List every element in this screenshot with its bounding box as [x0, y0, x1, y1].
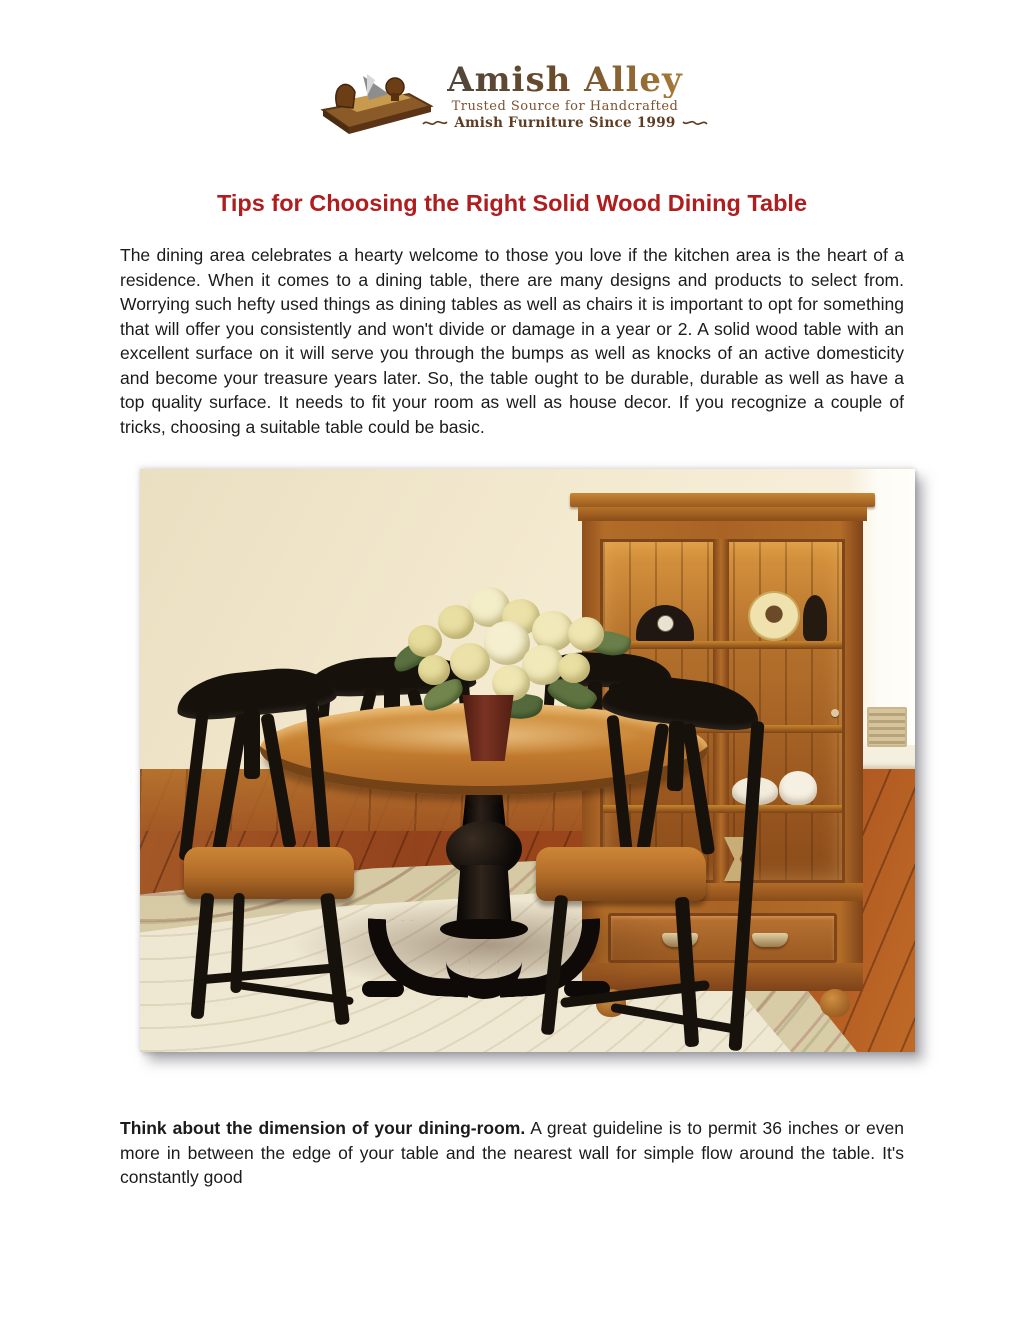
- chair-splat-curve: [608, 682, 627, 723]
- hutch-mid-rail: [582, 883, 863, 901]
- chair-splat-curve: [260, 713, 296, 849]
- logo-subtagline: Amish Furniture Since 1999: [454, 114, 676, 131]
- photo-area-rug: [140, 469, 915, 1052]
- hutch-tureen-knob: [686, 685, 696, 695]
- logo-tagline: Trusted Source for Handcrafted: [451, 98, 679, 114]
- tip-paragraph: [120, 1116, 904, 1190]
- chair-splat: [244, 709, 260, 779]
- hutch-drawer: [608, 913, 837, 963]
- flower: [502, 599, 540, 635]
- table-foot-pad-left: [362, 981, 404, 997]
- dining-room-photo: [140, 469, 915, 1052]
- leaf: [494, 689, 544, 723]
- chair-leg: [191, 893, 215, 1020]
- photo-heat-vent: [867, 707, 907, 747]
- hutch-hourglass: [724, 837, 750, 881]
- photo-hardwood-floor-back: [140, 769, 660, 831]
- chair-back-post: [542, 677, 556, 732]
- chair-splat-curve: [355, 688, 377, 734]
- flower: [492, 665, 530, 701]
- chair-back-post: [654, 675, 668, 730]
- chair-splat: [588, 681, 602, 723]
- table-top-sheen: [316, 715, 646, 757]
- hutch-drawer-pull-right: [752, 933, 788, 947]
- leaf: [419, 677, 466, 713]
- flower: [522, 645, 564, 685]
- chair-leg: [541, 895, 569, 1036]
- page-title: Tips for Choosing the Right Solid Wood Dining Table: [216, 190, 808, 216]
- logo-text: [422, 59, 707, 131]
- leaf: [389, 638, 434, 674]
- intro-paragraph: The dining area celebrates a hearty welcome to those you love if the kitchen area is the heart of a residence. When it comes to a dining table, there are many designs and products to select from. Worrying such hefty used things as dining tables as well as chairs it is important to opt for something that will offer you consistently and won't divide or damage in a year or 2. A solid wood table with an excellent surface on it will serve you through the bumps as well as knocks of an active domesticity and become your treasure years later. So, the table ought to be durable, durable as well as have a top quality surface. It needs to fit your room as well as house decor. If you recognize a couple of tricks, choosing a suitable table could be basic.: [120, 245, 904, 437]
- hutch-door-knob-right: [831, 709, 839, 717]
- hutch-teapot-2: [779, 771, 817, 805]
- table-pedestal-neck: [462, 779, 506, 831]
- chair-back-post: [457, 679, 473, 738]
- logo-flourish-left-icon: [422, 118, 448, 128]
- chair-splat: [667, 721, 685, 792]
- hutch-center-stile: [713, 539, 729, 883]
- photo-china-hutch: [582, 493, 863, 1019]
- leaf: [545, 670, 599, 717]
- photo-wall: [140, 469, 915, 1052]
- hutch-shelf-3: [603, 805, 842, 813]
- chair-splat: [384, 687, 400, 733]
- leaf: [583, 625, 632, 661]
- hutch-decorative-plate: [748, 591, 800, 641]
- chair-top-rail: [174, 663, 338, 723]
- flower: [484, 621, 530, 665]
- chair-back-post: [305, 701, 330, 853]
- chair-splat-curve: [407, 688, 429, 734]
- hutch-crown-step: [578, 507, 867, 521]
- logo-name: Amish Alley: [447, 59, 683, 100]
- hutch-tureen: [664, 693, 718, 725]
- hutch-clock-face: [657, 615, 674, 632]
- logo: [0, 48, 1024, 144]
- table-curved-leg-left: [364, 918, 472, 997]
- logo-subrow: [422, 115, 707, 131]
- chair-back-post: [315, 683, 331, 744]
- logo-flourish-right-icon: [682, 118, 708, 128]
- table-curved-leg-front: [446, 943, 522, 999]
- chair-stretcher: [610, 1003, 740, 1034]
- table-curved-leg-right: [496, 918, 604, 997]
- flower: [468, 587, 510, 627]
- photo-hardwood-floor: [140, 769, 915, 1052]
- hutch-drawer-pull-left: [662, 933, 698, 947]
- hutch-foot-right: [820, 989, 850, 1017]
- hutch-teapot: [732, 777, 778, 805]
- hutch-mantel-clock: [636, 605, 694, 641]
- tip-paragraph-bold: Think about the dimension of your dining-room.: [120, 1118, 526, 1138]
- chair-seat: [184, 847, 354, 899]
- chair-top-rail: [600, 670, 762, 735]
- chair-leg: [320, 893, 350, 1026]
- photo-baseboard-right: [836, 745, 915, 773]
- flower: [568, 617, 604, 651]
- table-pedestal-bulge: [446, 821, 522, 877]
- hutch-blue-vase: [632, 689, 654, 725]
- chair-top-rail: [535, 651, 672, 690]
- chair-splat-curve: [636, 723, 670, 857]
- chair-leg: [230, 893, 244, 993]
- chair-splat-curve: [212, 713, 249, 853]
- hutch-shelf-1: [603, 641, 842, 649]
- chair-leg: [675, 897, 699, 1048]
- hutch-body: [582, 521, 863, 991]
- chair-back-post: [606, 715, 633, 861]
- tip-paragraph-rest: A great guideline is to permit 36 inches or even more in between the edge of your table and the nearest wall for simple flow around the table. It's constantly good: [120, 1118, 904, 1188]
- flower-vase: [456, 695, 520, 761]
- hutch-base-rail: [582, 963, 863, 991]
- hutch-glass-doors: [600, 539, 845, 883]
- hutch-figurine: [803, 595, 827, 641]
- table-foot-pad-right: [564, 981, 610, 997]
- flower: [532, 611, 574, 651]
- table-top: [260, 703, 708, 795]
- photo-baseboard-left: [140, 797, 184, 821]
- logo-plane-icon: [316, 54, 438, 138]
- hutch-shelf-2: [603, 725, 842, 733]
- chair-seat: [536, 847, 706, 901]
- table-shadow: [290, 899, 690, 991]
- flower: [418, 655, 450, 685]
- chair-stretcher: [560, 980, 710, 1008]
- photo-area-rug-field: [140, 469, 915, 1052]
- chair-stretcher: [234, 981, 354, 1006]
- photo-window-light: [849, 469, 915, 779]
- hutch-door-knob-left: [606, 709, 614, 717]
- hutch-crown-molding: [570, 493, 875, 507]
- chair-top-rail: [307, 654, 476, 698]
- hutch-dark-bowl: [642, 863, 698, 881]
- flower: [558, 653, 590, 683]
- table-pedestal-column: [456, 865, 512, 929]
- chair-splat-curve: [682, 723, 715, 855]
- flower: [438, 605, 474, 639]
- chair-stretcher: [202, 963, 342, 984]
- chair-back-post: [179, 705, 210, 861]
- chair-back-post: [729, 721, 765, 1051]
- chair-splat-curve: [564, 682, 583, 723]
- flower: [450, 643, 490, 681]
- hutch-foot-left: [596, 989, 626, 1017]
- flower: [408, 625, 442, 657]
- table-pedestal-collar: [440, 919, 528, 939]
